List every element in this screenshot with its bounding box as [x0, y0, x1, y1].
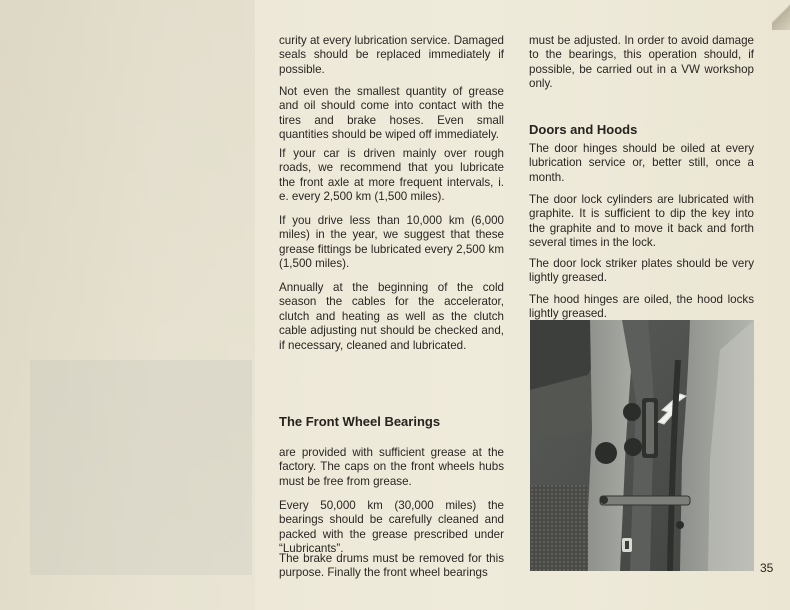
- paragraph: are provided with sufficient grease at the factory. The caps on the front wheels hubs must be free from grease.: [279, 446, 504, 488]
- front-wheel-bearings-heading: The Front Wheel Bearings: [279, 414, 441, 429]
- paragraph: Every 50,000 km (30,000 miles) the bearings should be carefully cleaned and packed with the grease prescribed under “Lubricants”.: [279, 499, 504, 556]
- page-number: 35: [760, 561, 774, 575]
- paragraph: Not even the smallest quantity of grease and oil should come into contact with the tires and brake hoses. Even small quantities should be wiped off immediately.: [279, 85, 504, 142]
- left-text-column: [279, 34, 504, 353]
- faded-facing-page-block: [30, 360, 252, 575]
- paragraph: Annually at the beginning of the cold season the cables for the accelerator, clutch and heating as well as the clutch cable adjusting nut should be checked and, if necessary, cleaned and lubricated.: [279, 281, 504, 352]
- paragraph: If your car is driven mainly over rough roads, we recommend that you lubricate the front axle at more frequent intervals, i. e. every 2,500 km (1,500 miles).: [279, 147, 504, 204]
- paragraph: must be adjusted. In order to avoid damage to the bearings, this operation should, if possible, be carried out in a VW workshop only.: [529, 34, 754, 91]
- door-hinge-photo: [530, 320, 754, 571]
- paragraph: The brake drums must be removed for this purpose. Finally the front wheel bearings: [279, 552, 504, 580]
- paragraph: The door hinges should be oiled at every lubrication service or, better still, once a month.: [529, 142, 754, 184]
- front-wheel-text: [279, 446, 504, 581]
- doors-and-hoods-heading: Doors and Hoods: [529, 122, 638, 137]
- doors-text: [529, 142, 754, 322]
- door-hinge-illustration: [530, 320, 754, 571]
- paragraph: The door lock cylinders are lubricated with graphite. It is sufficient to dip the key into the graphite and to move it back and forth several times in the lock.: [529, 193, 754, 250]
- paragraph: The hood hinges are oiled, the hood locks lightly greased.: [529, 293, 754, 321]
- paragraph: The door lock striker plates should be very lightly greased.: [529, 257, 754, 285]
- right-text-column: [529, 34, 754, 92]
- paragraph: curity at every lubrication service. Damaged seals should be replaced immediately if possible.: [279, 34, 504, 76]
- paragraph: If you drive less than 10,000 km (6,000 miles) in the year, we suggest that these grease fittings be lubricated every 2,500 km (1,500 miles).: [279, 214, 504, 271]
- page-corner-fold: [772, 0, 790, 30]
